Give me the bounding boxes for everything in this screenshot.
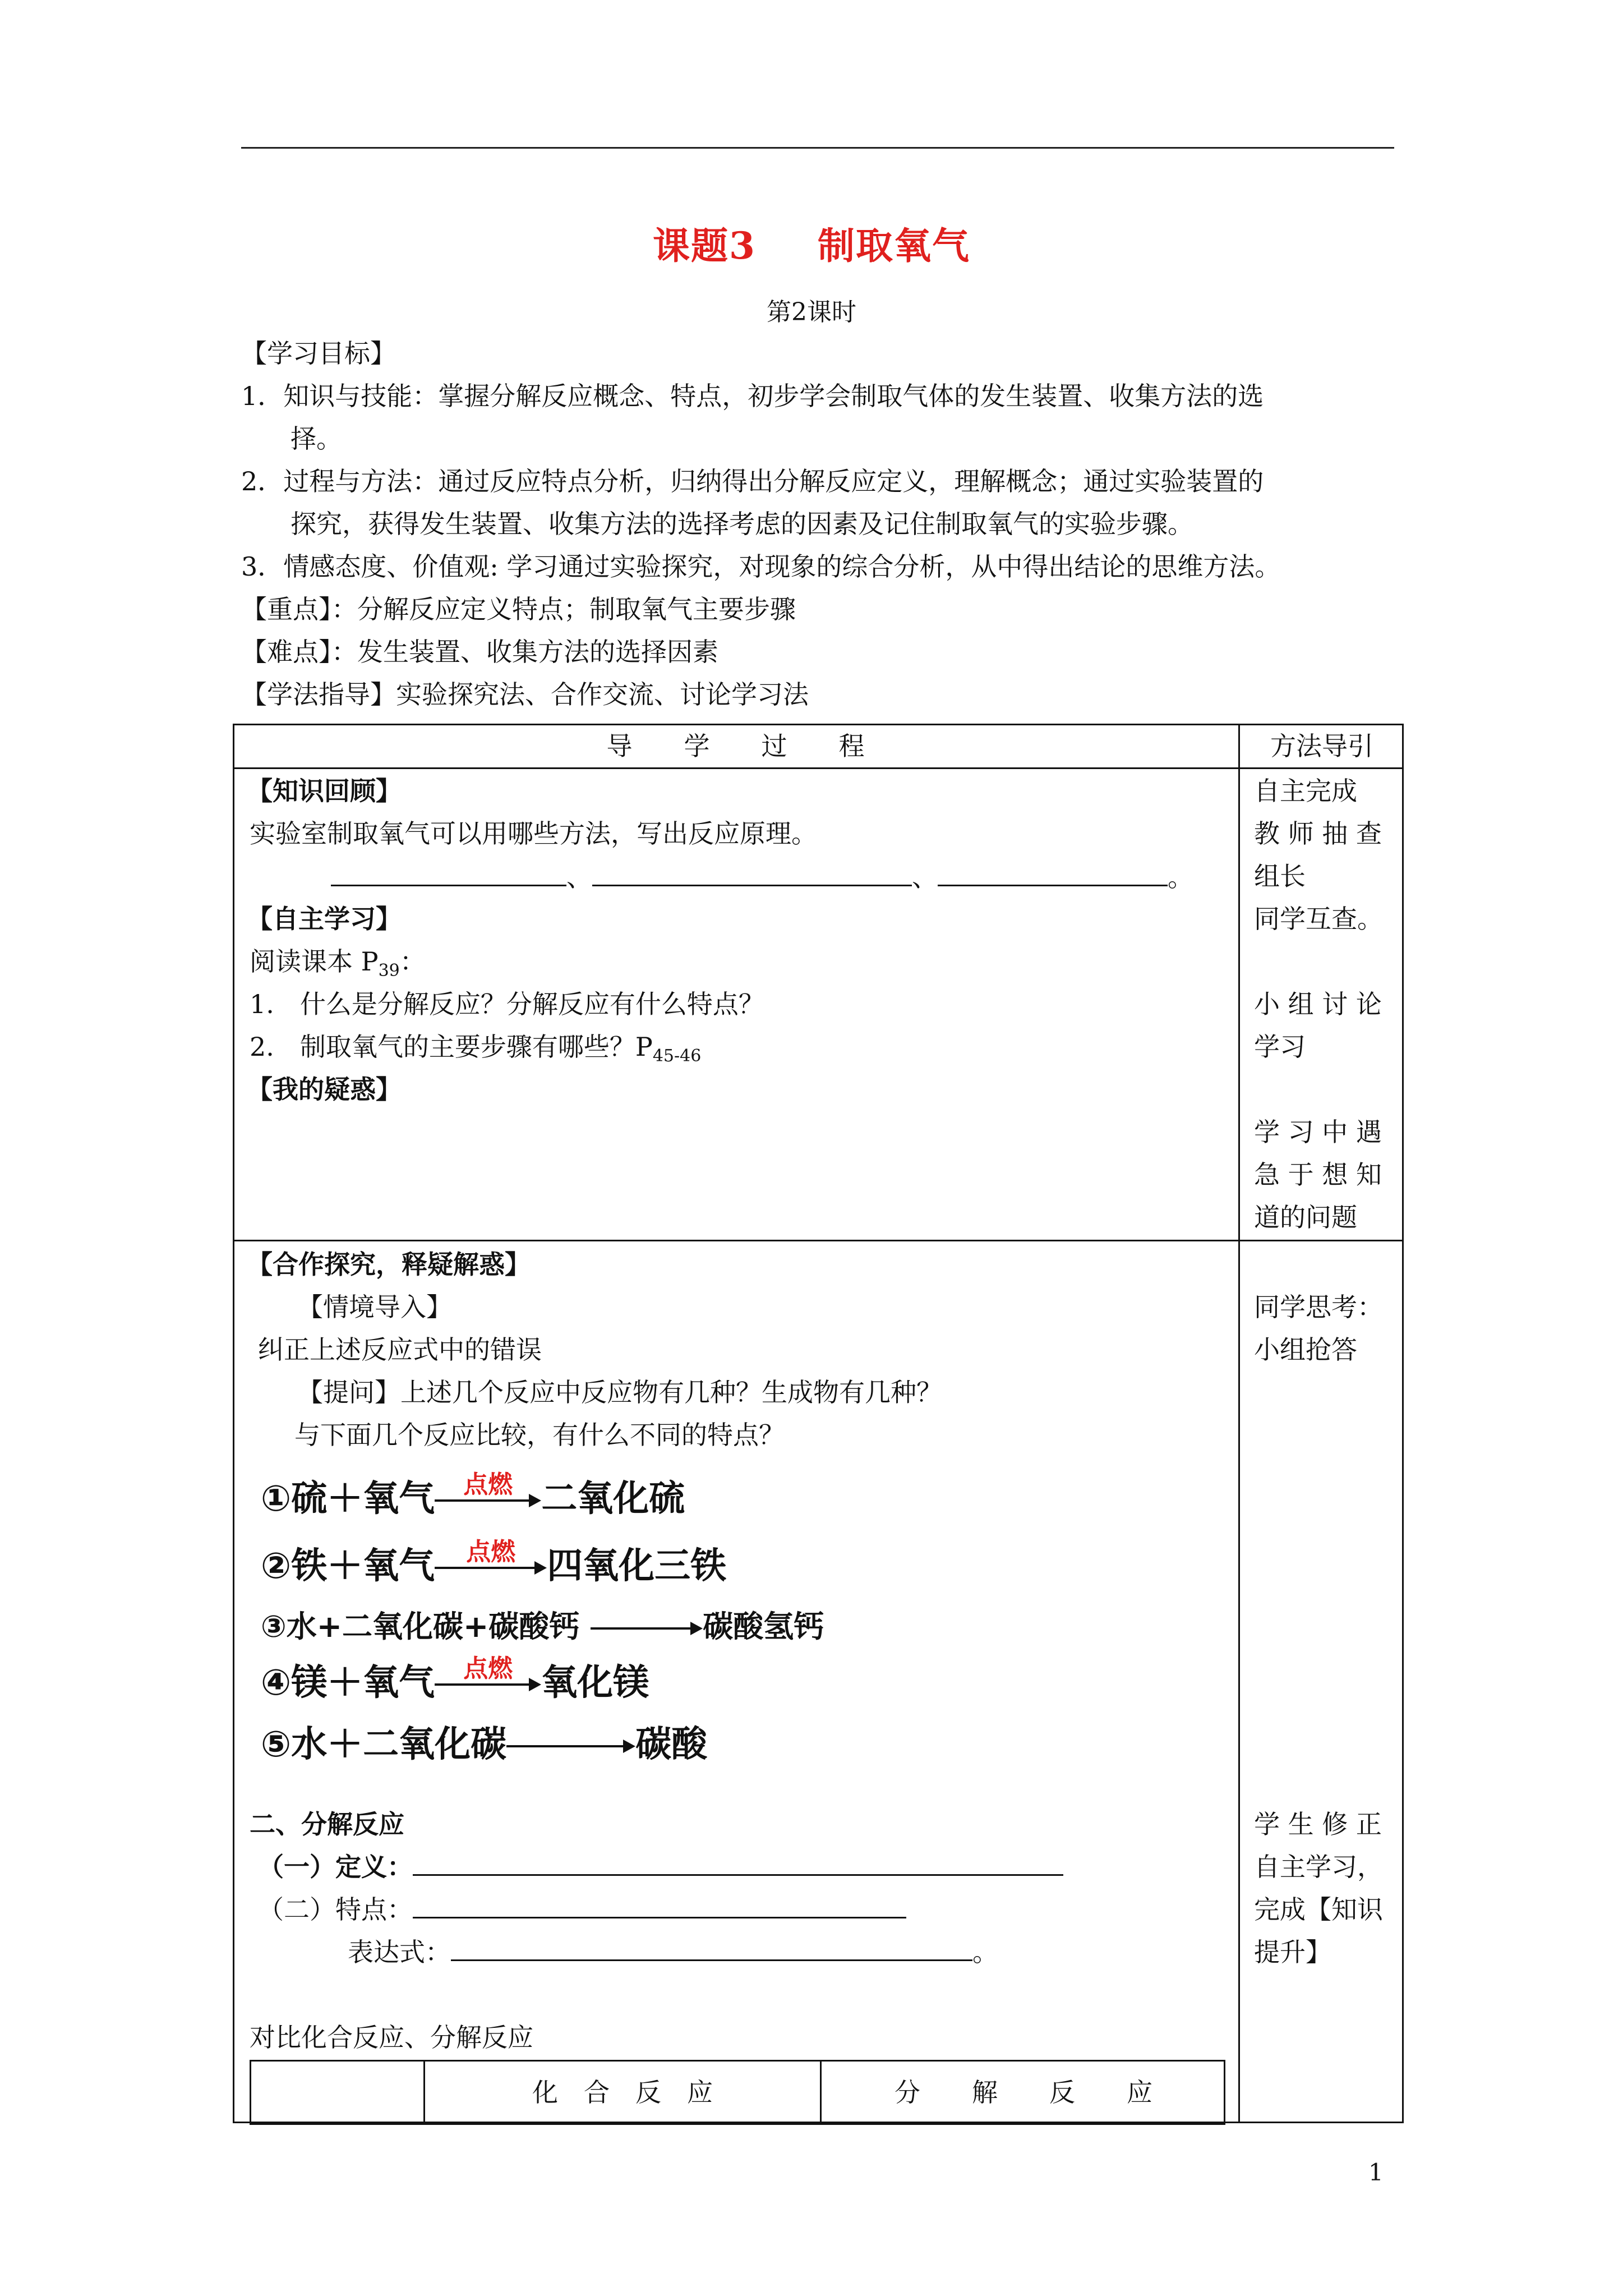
guide-1-line: 道的问题 xyxy=(1254,1202,1357,1232)
lesson-subtitle: 第2课时 xyxy=(767,298,856,326)
title-part1: 课题3 xyxy=(653,224,756,268)
self-study-question-1: 1. 什么是分解反应？分解反应有什么特点？ xyxy=(250,989,764,1019)
guide-1-line: 组长 xyxy=(1254,861,1306,891)
guide-column-2 xyxy=(1254,1286,1383,1371)
self-study-question-2: 2. 制取氧气的主要步骤有哪些？$P_{45-46}$ xyxy=(250,1032,702,1066)
reaction-3: ③水+二氧化碳+碳酸钙 碳酸氢钙 xyxy=(261,1604,824,1649)
reaction-2: ②铁＋氧气 点燃 四氧化三铁 xyxy=(261,1538,727,1587)
guide-column-3 xyxy=(1254,1803,1383,1973)
reaction-arrow xyxy=(591,1612,703,1645)
objectives-header: 【学习目标】 xyxy=(241,338,396,369)
feature-blank[interactable] xyxy=(413,1891,906,1918)
reaction-4: ④镁＋氧气 点燃 氧化镁 xyxy=(261,1654,649,1704)
comparison-head-decomposition: 分 解 反 应 xyxy=(895,2077,1152,2108)
guide-2-line: 小组抢答 xyxy=(1254,1335,1357,1365)
guide-1-line xyxy=(1254,940,1383,983)
guide-1-line: 学习 xyxy=(1254,1032,1306,1062)
self-study-header: 【自主学习】 xyxy=(247,904,402,934)
key-points: 【重点】：分解反应定义特点；制取氧气主要步骤 xyxy=(241,594,796,624)
guide-1-line: 小 组 讨 论 xyxy=(1254,989,1382,1019)
coop-compare: 与下面几个反应比较，有什么不同的特点？ xyxy=(294,1420,785,1450)
objective-1-line2: 择。 xyxy=(291,424,342,454)
study-method: 【学法指导】实验探究法、合作交流、讨论学习法 xyxy=(241,679,809,710)
table-head-guide: 方法导引 xyxy=(1270,731,1373,761)
page-number: 1 xyxy=(1368,2159,1384,2186)
objective-2-line2: 探究，获得发生装置、收集方法的选择考虑的因素及记住制取氧气的实验步骤。 xyxy=(291,509,1193,539)
blank-sep-1: 、 xyxy=(566,862,592,892)
decomp-feature: （二）特点： xyxy=(258,1888,906,1931)
blank-sep-2: 、 xyxy=(912,862,938,892)
reaction-arrow xyxy=(506,1729,635,1763)
guide-1-line xyxy=(1254,1068,1383,1111)
guide-1-line: 教 师 抽 查 xyxy=(1254,818,1382,849)
doubt-header: 【我的疑惑】 xyxy=(247,1074,402,1105)
blank-2[interactable] xyxy=(592,859,912,886)
objective-3: 3．情感态度、价值观: 学习通过实验探究，对现象的综合分析，从中得出结论的思维方法。 xyxy=(241,551,1281,582)
guide-3-line: 自主学习， xyxy=(1254,1852,1383,1882)
reaction-arrow: 点燃 xyxy=(435,1668,541,1701)
objective-2-line1: 2．过程与方法：通过反应特点分析，归纳得出分解反应定义，理解概念；通过实验装置的 xyxy=(241,466,1264,496)
objective-1-line1: 1．知识与技能：掌握分解反应概念、特点，初步学会制取气体的发生装置、收集方法的选 xyxy=(241,381,1264,411)
review-question: 实验室制取氧气可以用哪些方法，写出反应原理。 xyxy=(250,818,817,849)
decomp-expression: 表达式： 。 xyxy=(348,1931,998,1973)
guide-2-line: 同学思考： xyxy=(1254,1292,1383,1322)
table-row-rule xyxy=(233,1240,1404,1241)
blank-3[interactable] xyxy=(938,859,1168,886)
blank-end: 。 xyxy=(1168,862,1193,892)
guide-3-line: 学 生 修 正 xyxy=(1254,1809,1382,1839)
situation-intro: 【情境导入】 xyxy=(297,1292,452,1322)
decomp-header: 二、分解反应 xyxy=(250,1809,404,1839)
guide-1-line: 急 于 想 知 xyxy=(1254,1159,1382,1190)
reaction-5: ⑤水＋二氧化碳 碳酸 xyxy=(261,1724,708,1765)
compare-reactions: 对比化合反应、分解反应 xyxy=(250,2022,533,2053)
guide-1-line: 自主完成 xyxy=(1254,776,1357,806)
guide-column-1 xyxy=(1254,770,1383,1239)
blank-1[interactable] xyxy=(331,859,566,886)
guide-3-line: 完成【知识 xyxy=(1254,1894,1383,1925)
page-title xyxy=(0,216,1623,269)
title-part2: 制取氧气 xyxy=(817,224,970,268)
definition-blank[interactable] xyxy=(413,1848,1063,1876)
difficulty-points: 【难点】：发生装置、收集方法的选择因素 xyxy=(241,637,718,667)
header-rule xyxy=(241,147,1394,149)
guide-1-line: 同学互查。 xyxy=(1254,904,1383,934)
expression-blank[interactable] xyxy=(451,1934,972,1961)
table-head-process: 导 学 过 程 xyxy=(606,731,865,761)
table-header-rule xyxy=(233,767,1404,769)
review-header: 【知识回顾】 xyxy=(247,776,402,806)
guide-1-line: 学 习 中 遇 xyxy=(1254,1117,1382,1147)
decomp-definition: （一）定义： xyxy=(258,1846,1063,1888)
read-textbook: 阅读课本 $P_{39}$： xyxy=(250,946,426,981)
reaction-1: ①硫＋氧气 点燃 二氧化硫 xyxy=(261,1470,685,1520)
guide-3-line: 提升】 xyxy=(1254,1937,1331,1967)
review-blanks xyxy=(331,856,1193,899)
correct-errors: 纠正上述反应式中的错误 xyxy=(258,1335,542,1365)
coop-header: 【合作探究，释疑解惑】 xyxy=(247,1249,531,1280)
table-column-divider xyxy=(1238,724,1240,2123)
comparison-head-combination: 化 合 反 应 xyxy=(532,2077,713,2108)
coop-question: 【提问】上述几个反应中反应物有几种？生成物有几种？ xyxy=(297,1377,942,1407)
reaction-arrow: 点燃 xyxy=(435,1551,547,1585)
reaction-arrow: 点燃 xyxy=(435,1484,541,1517)
